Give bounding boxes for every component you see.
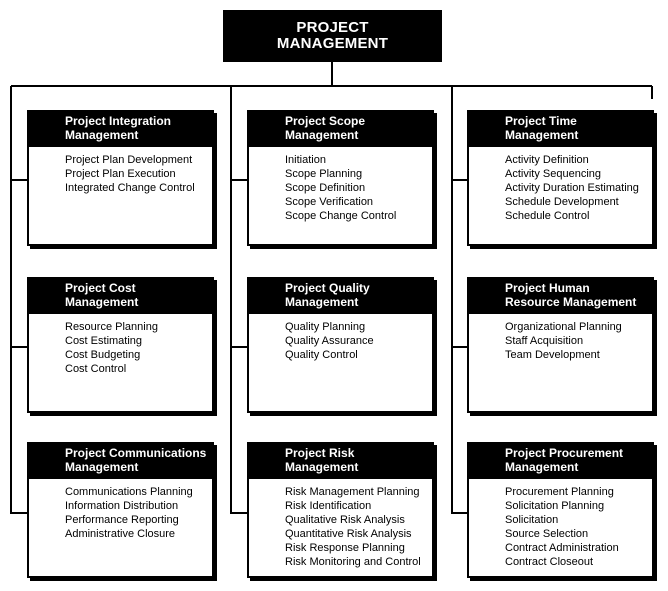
process-list [65, 485, 210, 541]
area-box-procurement [467, 442, 654, 578]
process-item: Solicitation Planning [505, 500, 605, 512]
process-item: Risk Monitoring and Control [285, 556, 421, 568]
process-item: Solicitation [505, 514, 559, 526]
area-box-scope [247, 110, 434, 246]
process-list [285, 485, 430, 569]
root-title-line1: PROJECT [296, 19, 369, 36]
process-item: Activity Definition [505, 154, 589, 166]
process-list [505, 153, 650, 223]
area-title: Project Risk Management [247, 442, 434, 479]
area-title: Project Scope Management [247, 110, 434, 147]
process-item: Scope Definition [285, 182, 366, 194]
process-item: Resource Planning [65, 321, 158, 333]
process-list [505, 320, 650, 362]
area-box-integration [27, 110, 214, 246]
process-item: Contract Administration [505, 542, 619, 554]
process-item: Cost Control [65, 363, 127, 375]
process-item: Risk Identification [285, 500, 372, 512]
process-item: Scope Change Control [285, 210, 397, 222]
process-item: Scope Verification [285, 196, 374, 208]
area-title: Project Integration Management [27, 110, 214, 147]
process-list [65, 320, 210, 376]
process-item: Quantitative Risk Analysis [285, 528, 412, 540]
process-item: Project Plan Development [65, 154, 193, 166]
area-title: Project Time Management [467, 110, 654, 147]
process-item: Integrated Change Control [65, 182, 195, 194]
process-item: Staff Acquisition [505, 335, 584, 347]
process-item: Project Plan Execution [65, 168, 176, 180]
process-item: Quality Planning [285, 321, 366, 333]
process-item: Cost Budgeting [65, 349, 141, 361]
process-item: Risk Management Planning [285, 486, 420, 498]
process-list [285, 320, 430, 362]
process-item: Information Distribution [65, 500, 179, 512]
root-title-line2: MANAGEMENT [276, 35, 389, 52]
process-item: Qualitative Risk Analysis [285, 514, 405, 526]
process-item: Schedule Control [505, 210, 590, 222]
area-box-quality [247, 277, 434, 413]
area-title: Project Cost Management [27, 277, 214, 314]
process-item: Schedule Development [505, 196, 619, 208]
area-box-cost [27, 277, 214, 413]
area-title: Project Communications Management [27, 442, 214, 479]
process-item: Source Selection [505, 528, 589, 540]
process-item: Procurement Planning [505, 486, 614, 498]
process-item: Scope Planning [285, 168, 363, 180]
process-item: Performance Reporting [65, 514, 179, 526]
area-title: Project Quality Management [247, 277, 434, 314]
area-box-human-resource [467, 277, 654, 413]
process-item: Quality Assurance [285, 335, 374, 347]
process-item: Risk Response Planning [285, 542, 405, 554]
process-item: Initiation [285, 154, 326, 166]
area-box-communications [27, 442, 214, 578]
root-node-project-management [223, 10, 442, 62]
area-title: Project Human Resource Management [467, 277, 654, 314]
process-item: Organizational Planning [505, 321, 622, 333]
process-item: Administrative Closure [65, 528, 176, 540]
area-box-risk [247, 442, 434, 578]
process-item: Contract Closeout [505, 556, 594, 568]
process-list [285, 153, 430, 223]
area-box-time [467, 110, 654, 246]
process-item: Activity Duration Estimating [505, 182, 639, 194]
process-list [65, 153, 210, 195]
process-item: Team Development [505, 349, 600, 361]
process-list [505, 485, 650, 569]
process-item: Cost Estimating [65, 335, 143, 347]
area-title: Project Procurement Management [467, 442, 654, 479]
process-item: Activity Sequencing [505, 168, 601, 180]
process-item: Communications Planning [65, 486, 193, 498]
process-item: Quality Control [285, 349, 358, 361]
